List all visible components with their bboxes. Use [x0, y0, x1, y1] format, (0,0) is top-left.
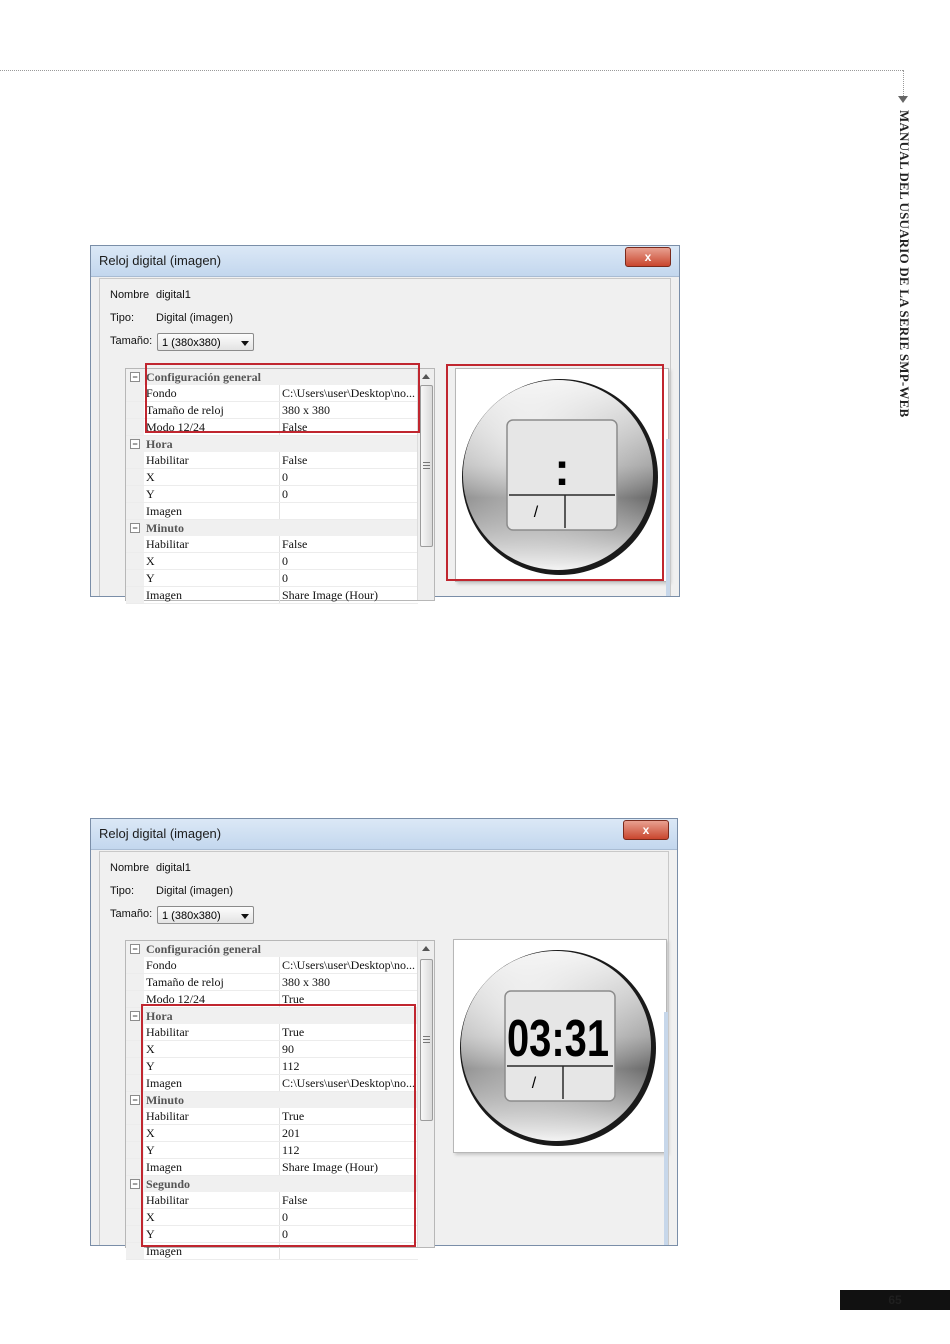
property-row[interactable]: X 0 [126, 469, 418, 486]
highlight-clock-preview [446, 364, 664, 581]
collapse-icon[interactable]: − [130, 1095, 140, 1105]
name-value: digital1 [156, 862, 191, 874]
collapse-icon[interactable]: − [130, 523, 140, 533]
window-edge [664, 1012, 668, 1245]
property-row[interactable]: X 0 [126, 1209, 418, 1226]
scroll-up-icon[interactable] [422, 946, 430, 951]
arrow-down-icon [898, 96, 908, 103]
clock-time-readout: 03:31 [507, 1010, 609, 1068]
property-row[interactable]: Habilitar True [126, 1024, 418, 1041]
property-row[interactable]: Imagen [126, 1243, 418, 1260]
name-value: digital1 [156, 289, 191, 301]
category-row[interactable]: − Configuración general [126, 941, 418, 957]
window-edge [666, 439, 670, 596]
top-dotted-rule [0, 70, 903, 71]
manual-side-title: MANUAL DEL USUARIO DE LA SERIE SMP-WEB [897, 110, 912, 418]
property-row[interactable]: Fondo C:\Users\user\Desktop\no... [126, 385, 418, 402]
property-row[interactable]: Tamaño de reloj 380 x 380 [126, 974, 418, 991]
property-row[interactable]: Habilitar False [126, 536, 418, 553]
collapse-icon[interactable]: − [130, 1011, 140, 1021]
type-label: Tipo: [110, 885, 135, 897]
category-row[interactable]: − Hora [126, 436, 418, 452]
size-dropdown-value: 1 (380x380) [162, 337, 221, 349]
property-row[interactable]: Y 112 [126, 1142, 418, 1159]
page-number: 65 [888, 1293, 902, 1307]
scroll-thumb[interactable] [420, 959, 433, 1121]
digital-clock-dialog [90, 245, 680, 602]
property-row[interactable]: Habilitar True [126, 1108, 418, 1125]
property-row[interactable]: Tamaño de reloj 380 x 380 [126, 402, 418, 419]
dialog-title: Reloj digital (imagen) [99, 253, 222, 268]
collapse-icon[interactable]: − [130, 439, 140, 449]
size-dropdown[interactable] [157, 333, 254, 351]
clock-preview [453, 939, 667, 1153]
clock-time-readout: : [554, 443, 570, 495]
category-row[interactable]: − Minuto [126, 1092, 418, 1108]
size-dropdown-value: 1 (380x380) [162, 910, 221, 922]
clock-date-separator: / [533, 504, 539, 521]
property-row[interactable]: Imagen C:\Users\user\Desktop\no... [126, 1075, 418, 1092]
dialog-titlebar [91, 246, 679, 277]
property-row[interactable]: Y 112 [126, 1058, 418, 1075]
type-value: Digital (imagen) [156, 312, 234, 324]
property-row[interactable]: Imagen [126, 503, 418, 520]
category-row[interactable]: − Configuración general [126, 369, 418, 385]
property-row[interactable]: X 0 [126, 553, 418, 570]
collapse-icon[interactable]: − [130, 1179, 140, 1189]
highlight-general-settings [145, 363, 420, 433]
digital-clock-dialog [90, 818, 678, 1258]
property-row[interactable]: Fondo C:\Users\user\Desktop\no... [126, 957, 418, 974]
size-dropdown[interactable] [157, 906, 254, 924]
size-label: Tamaño: [110, 908, 153, 920]
property-row[interactable]: X 201 [126, 1125, 418, 1142]
property-row[interactable]: Habilitar False [126, 452, 418, 469]
property-row[interactable]: Y 0 [126, 570, 418, 587]
collapse-icon[interactable]: − [130, 944, 140, 954]
property-row[interactable]: Imagen Share Image (Hour) [126, 1159, 418, 1176]
rule-drop [903, 70, 904, 98]
size-label: Tamaño: [110, 335, 153, 347]
category-row[interactable]: − Hora [126, 1008, 418, 1024]
property-row[interactable]: Modo 12/24 True [126, 991, 418, 1008]
name-label: Nombre [110, 289, 150, 301]
clock-face-image [454, 940, 666, 1152]
property-row[interactable]: Modo 12/24 False [126, 419, 418, 436]
property-row[interactable]: X 90 [126, 1041, 418, 1058]
close-button[interactable]: x [625, 247, 671, 267]
collapse-icon[interactable]: − [130, 372, 140, 382]
property-row[interactable]: Y 0 [126, 1226, 418, 1243]
highlight-time-settings [141, 1004, 416, 1247]
clock-date-separator: / [531, 1075, 537, 1092]
property-row[interactable]: Habilitar False [126, 1192, 418, 1209]
chevron-down-icon[interactable] [241, 341, 249, 346]
dialog-title: Reloj digital (imagen) [99, 826, 222, 841]
category-row[interactable]: − Segundo [126, 1176, 418, 1192]
chevron-down-icon[interactable] [241, 914, 249, 919]
property-grid-scrollbar[interactable] [417, 941, 434, 1247]
scroll-thumb[interactable] [420, 385, 433, 547]
property-row[interactable]: Imagen Share Image (Hour) [126, 587, 418, 604]
type-label: Tipo: [110, 312, 135, 324]
close-button[interactable]: x [623, 820, 669, 840]
type-value: Digital (imagen) [156, 885, 234, 897]
name-label: Nombre [110, 862, 150, 874]
scroll-up-icon[interactable] [422, 374, 430, 379]
dialog-titlebar [91, 819, 677, 850]
property-row[interactable]: Y 0 [126, 486, 418, 503]
category-row[interactable]: − Minuto [126, 520, 418, 536]
